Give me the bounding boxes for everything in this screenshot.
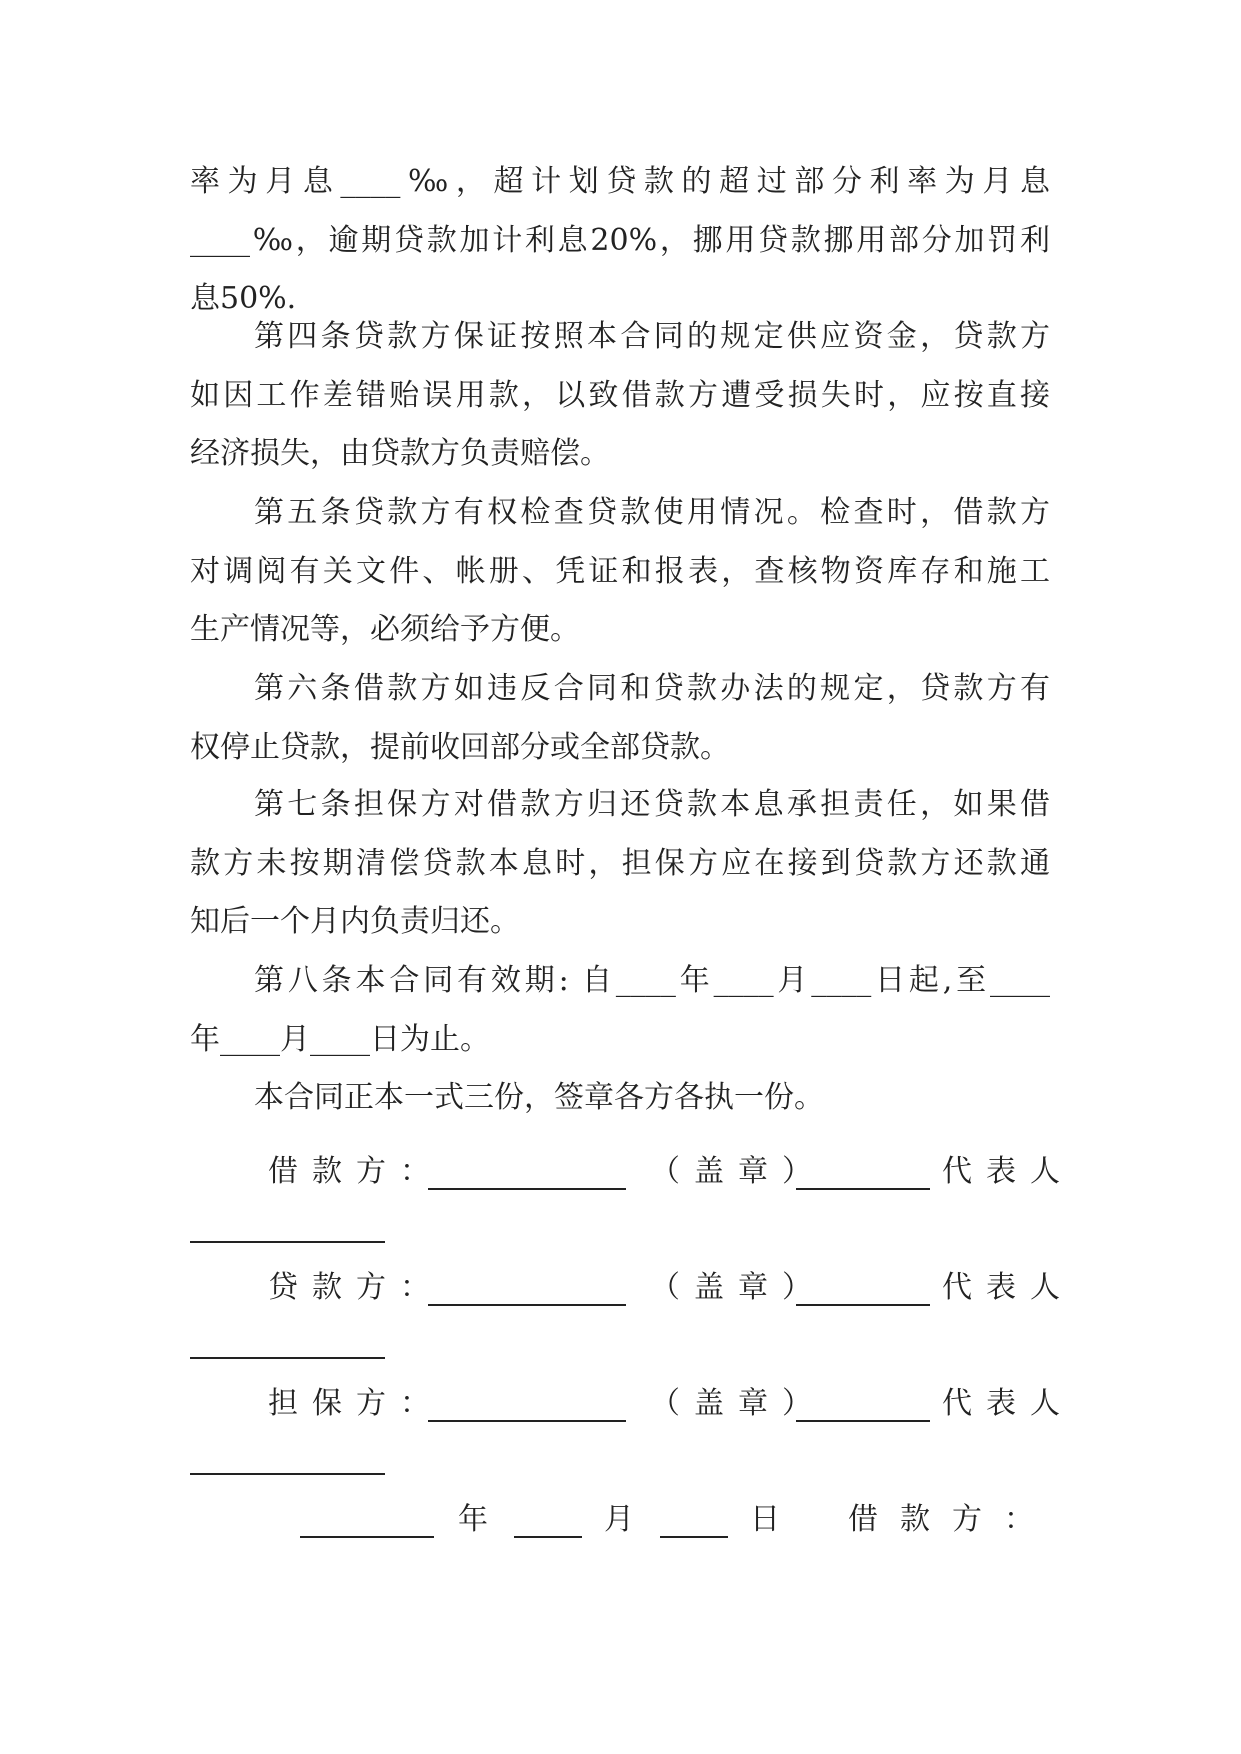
copies-statement	[190, 1069, 1050, 1128]
interest-line-2: ____‰，逾期贷款加计利息20%，挪用贷款挪用部分加罚利	[190, 222, 1050, 258]
guarantor-rep-label: 代表人	[942, 1386, 1074, 1421]
article-5-line-1: 第五条贷款方有权检查贷款使用情况。检查时，借款方	[254, 495, 1050, 530]
article-7	[190, 776, 1050, 952]
month-label: 月	[604, 1502, 634, 1537]
guarantor-label: 担保方：	[268, 1386, 444, 1421]
lender-name-blank	[428, 1274, 626, 1306]
article-7-line-1: 第七条担保方对借款方归还贷款本息承担责任，如果借	[254, 787, 1050, 822]
copies-line: 本合同正本一式三份，签章各方各执一份。	[254, 1080, 824, 1115]
article-6-line-1: 第六条借款方如违反合同和贷款办法的规定，贷款方有	[254, 671, 1050, 706]
article-8-line-1: 第八条本合同有效期: 自____年____月____日起,至____	[254, 963, 1050, 998]
guarantor-name-blank	[428, 1390, 626, 1422]
day-blank	[660, 1506, 728, 1538]
lender-signature-row	[190, 1268, 1074, 1308]
lender-rep-underline	[190, 1357, 385, 1359]
borrower-seal: （盖章）	[650, 1154, 826, 1189]
article-7-line-3: 知后一个月内负责归还。	[190, 904, 520, 939]
borrower-signature-row	[190, 1152, 1074, 1192]
article-8-line-2: 年____月____日为止。	[190, 1021, 490, 1057]
lender-seal: （盖章）	[650, 1270, 826, 1305]
guarantor-seal: （盖章）	[650, 1386, 826, 1421]
lender-rep-blank	[796, 1274, 930, 1306]
borrower-label: 借款方：	[268, 1154, 444, 1189]
article-5	[190, 484, 1050, 660]
month-blank	[514, 1506, 582, 1538]
article-4-line-2: 如因工作差错贻误用款，以致借款方遭受损失时，应按直接	[190, 377, 1050, 413]
article-5-line-3: 生产情况等，必须给予方便。	[190, 612, 580, 647]
interest-line-1: 率为月息____‰，超计划贷款的超过部分利率为月息	[190, 164, 1050, 199]
guarantor-rep-blank	[796, 1390, 930, 1422]
borrower-rep-underline	[190, 1241, 385, 1243]
year-blank	[300, 1506, 434, 1538]
year-label: 年	[458, 1502, 488, 1537]
article-4-line-3: 经济损失，由贷款方负责赔偿。	[190, 436, 610, 471]
guarantor-rep-underline	[190, 1473, 385, 1475]
borrower-name-blank	[428, 1158, 626, 1190]
article-7-line-2: 款方未按期清偿贷款本息时，担保方应在接到贷款方还款通	[190, 845, 1050, 881]
lender-label: 贷款方：	[268, 1270, 444, 1305]
borrower-rep-blank	[796, 1158, 930, 1190]
article-6-line-2: 权停止贷款，提前收回部分或全部贷款。	[190, 729, 730, 765]
borrower-rep-label: 代表人	[942, 1154, 1074, 1189]
date-row	[190, 1500, 1056, 1540]
lender-rep-label: 代表人	[942, 1270, 1074, 1305]
article-6	[190, 660, 1050, 777]
article-4-line-1: 第四条贷款方保证按照本合同的规定供应资金，贷款方	[254, 319, 1050, 354]
interest-clause	[190, 153, 1050, 329]
day-label: 日	[750, 1502, 780, 1537]
guarantor-signature-row	[190, 1384, 1074, 1424]
date-borrower-label: 借款方：	[848, 1502, 1056, 1537]
article-4	[190, 308, 1050, 484]
article-5-line-2: 对调阅有关文件、帐册、凭证和报表，查核物资库存和施工	[190, 553, 1050, 589]
article-8	[190, 952, 1050, 1069]
interest-line-3: 息50%.	[190, 281, 297, 316]
